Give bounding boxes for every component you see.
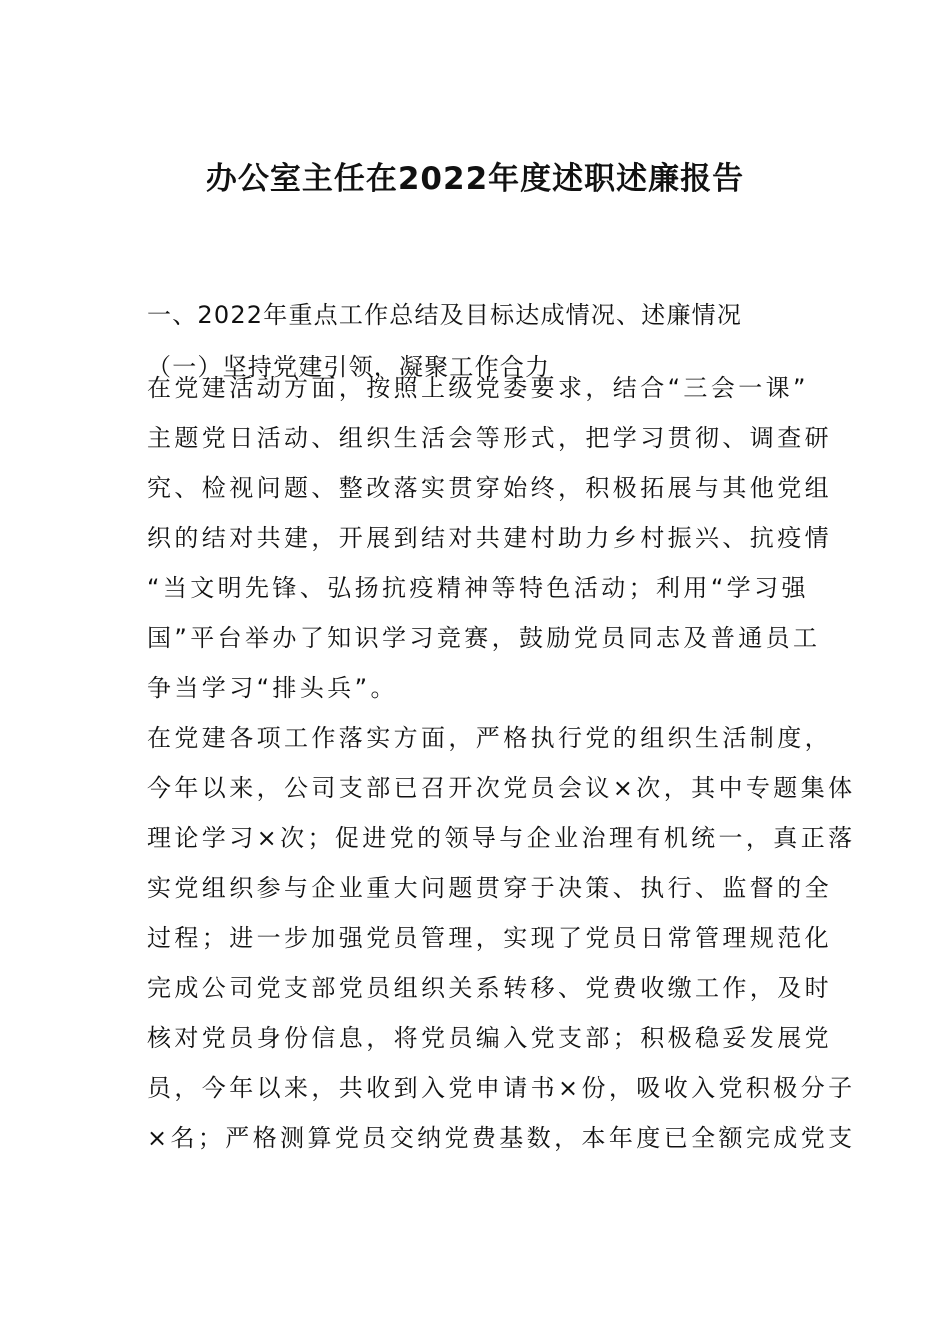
- paragraph-line: 完成公司党支部党员组织关系转移、党费收缴工作，及时: [147, 974, 832, 1002]
- paragraph-line: 今年以来，公司支部已召开次党员会议×次，其中专题集体: [147, 774, 856, 802]
- paragraph-line: 究、检视问题、整改落实贯穿始终，积极拓展与其他党组: [147, 474, 832, 502]
- paragraph-line: 核对党员身份信息，将党员编入党支部；积极稳妥发展党: [147, 1024, 832, 1052]
- paragraph-line: 过程；进一步加强党员管理，实现了党员日常管理规范化: [147, 924, 832, 952]
- subsection-heading: （一）坚持党建引领，凝聚工作合力: [147, 353, 551, 381]
- document-title: 办公室主任在2022年度述职述廉报告: [205, 161, 745, 197]
- paragraph-line: 理论学习×次；促进党的领导与企业治理有机统一，真正落: [147, 824, 856, 852]
- paragraph-line: 实党组织参与企业重大问题贯穿于决策、执行、监督的全: [147, 874, 832, 902]
- paragraph-line: 在党建各项工作落实方面，严格执行党的组织生活制度，: [147, 724, 832, 752]
- paragraph-line: “当文明先锋、弘扬抗疫精神等特色活动；利用“学习强: [147, 574, 809, 602]
- section-heading: 一、2022年重点工作总结及目标达成情况、述廉情况: [147, 301, 743, 329]
- paragraph-line: ×名；严格测算党员交纳党费基数，本年度已全额完成党支: [147, 1124, 856, 1152]
- paragraph-line: 在党建活动方面，按照上级党委要求，结合“三会一课”: [147, 374, 809, 402]
- paragraph-line: 国”平台举办了知识学习竞赛，鼓励党员同志及普通员工: [147, 624, 821, 652]
- paragraph-line: 织的结对共建，开展到结对共建村助力乡村振兴、抗疫情: [147, 524, 832, 552]
- paragraph-line: 主题党日活动、组织生活会等形式，把学习贯彻、调查研: [147, 424, 832, 452]
- paragraph-line: 争当学习“排头兵”。: [147, 674, 398, 702]
- paragraph-line: 员，今年以来，共收到入党申请书×份，吸收入党积极分子: [147, 1074, 856, 1102]
